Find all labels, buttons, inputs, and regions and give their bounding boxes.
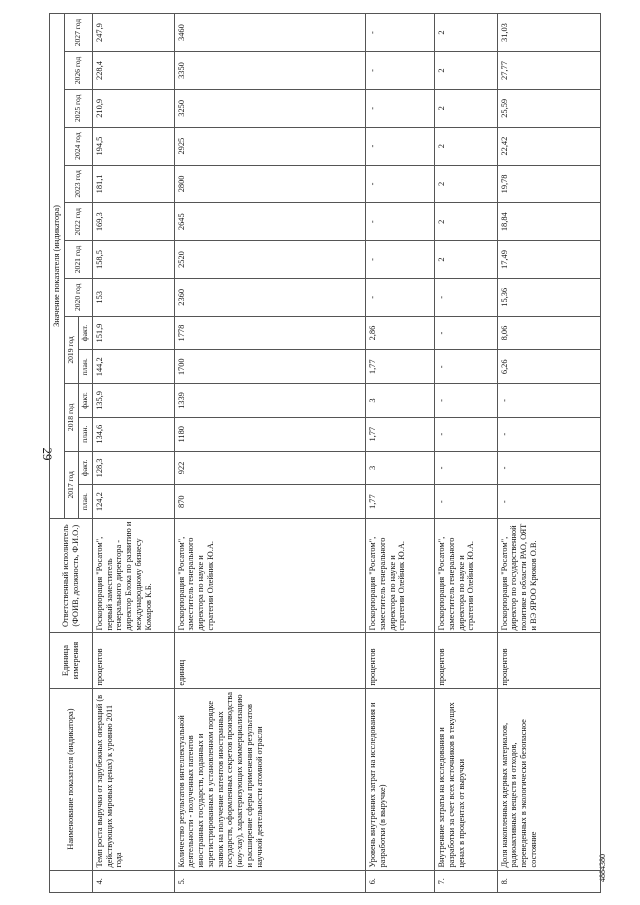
value-cell: - [435,451,497,485]
executor-cell: Госкорпорация "Росатом", первый заместитель генерального директора - директор Блока по развитию и международному бизнесу Комаров К.Б. [92,519,174,633]
header-fact-2019: факт. [78,316,92,350]
value-cell: 1,77 [366,417,435,451]
value-cell: 27,77 [497,52,600,90]
value-cell: - [435,350,497,384]
table-row [92,14,174,893]
value-cell: - [435,384,497,418]
header-indicator-name: Наименование показателя (индикатора) [50,688,93,870]
value-cell: 8,06 [497,316,600,350]
header-plan-2017: план. [78,485,92,519]
value-cell: 2 [435,241,497,279]
value-cell: 2 [435,52,497,90]
value-cell: 169,3 [92,203,174,241]
value-cell: 3250 [174,89,366,127]
header-year-2021: 2021 год [64,241,92,279]
value-cell: 2 [435,165,497,203]
value-cell: 128,3 [92,451,174,485]
unit-cell: единиц [174,633,366,688]
value-cell: - [366,203,435,241]
indicator-name: Количество результатов интеллектуальной деятельности - полученных патентов иностранных государств, поданных и зарегистрированных в установленном порядке заявок на получение патентов иностранных государств, оформленных секретов производства (ноу-хау), характеризующих коммерциализацию и расширение сферы применения результатов научной деятельности атомной отрасли [174,688,366,870]
document-code: 4884380 [598,854,607,882]
header-unit: Единица измерения [50,633,93,688]
value-cell: - [366,278,435,316]
executor-cell: Госкорпорация "Росатом", заместитель генерального директора по науке и стратегии Олейник Ю.А. [366,519,435,633]
value-cell: 2360 [174,278,366,316]
value-cell: - [497,384,600,418]
value-cell: 2645 [174,203,366,241]
header-year-2020: 2020 год [64,278,92,316]
header-year-2018: 2018 год [64,384,78,451]
header-year-2026: 2026 год [64,52,92,90]
unit-cell: процентов [366,633,435,688]
value-cell: 194,5 [92,127,174,165]
header-year-2019: 2019 год [64,316,78,383]
value-cell: 2520 [174,241,366,279]
value-cell: 1,77 [366,350,435,384]
value-cell: 31,03 [497,14,600,52]
row-number: 7. [435,870,497,892]
value-cell: 228,4 [92,52,174,90]
table-header [50,14,93,893]
value-cell: 135,9 [92,384,174,418]
value-cell: 2925 [174,127,366,165]
value-cell: 3 [366,451,435,485]
value-cell: - [497,451,600,485]
value-cell: - [435,417,497,451]
header-fact-2017: факт. [78,451,92,485]
header-fact-2018: факт. [78,384,92,418]
header-values-group: Значение показателя (индикатора) [50,14,65,519]
value-cell: - [435,278,497,316]
value-cell: - [366,52,435,90]
row-number: 6. [366,870,435,892]
indicator-name: Уровень внутренних затрат на исследования и разработки (в выручке) [366,688,435,870]
value-cell: 6,26 [497,350,600,384]
unit-cell: процентов [92,633,174,688]
value-cell: 144,2 [92,350,174,384]
value-cell: 870 [174,485,366,519]
value-cell: 3 [366,384,435,418]
value-cell: 22,42 [497,127,600,165]
value-cell: 18,84 [497,203,600,241]
header-plan-2019: план. [78,350,92,384]
header-year-2017: 2017 год [64,451,78,518]
unit-cell: процентов [497,633,600,688]
value-cell: 247,9 [92,14,174,52]
header-executor: Ответственный исполнитель (ФОИВ, должность, Ф.И.О.) [50,519,93,633]
value-cell: 15,36 [497,278,600,316]
value-cell: 17,49 [497,241,600,279]
value-cell: 922 [174,451,366,485]
table-row [435,14,497,893]
value-cell: - [366,127,435,165]
header-number [50,870,93,892]
indicator-name: Доля накопленных ядерных материалов, радиоактивных веществ и отходов, переведенных в экологически безопасное состояние [497,688,600,870]
value-cell: 134,6 [92,417,174,451]
value-cell: 124,2 [92,485,174,519]
row-number: 4. [92,870,174,892]
row-number: 5. [174,870,366,892]
value-cell: 151,9 [92,316,174,350]
value-cell: - [366,165,435,203]
header-year-2025: 2025 год [64,89,92,127]
value-cell: 2 [435,127,497,165]
table-row [174,14,366,893]
value-cell: - [497,485,600,519]
row-number: 8. [497,870,600,892]
unit-cell: процентов [435,633,497,688]
header-year-2024: 2024 год [64,127,92,165]
value-cell: 2 [435,89,497,127]
executor-cell: Госкорпорация "Росатом", заместитель генерального директора по науке и стратегии Олейник Ю.А. [174,519,366,633]
table-row [497,14,600,893]
value-cell: 19,78 [497,165,600,203]
value-cell: 2,86 [366,316,435,350]
document-area [49,13,601,893]
value-cell: 1180 [174,417,366,451]
value-cell: 1,77 [366,485,435,519]
header-year-2027: 2027 год [64,14,92,52]
value-cell: 1339 [174,384,366,418]
header-plan-2018: план. [78,417,92,451]
indicator-name: Темп роста выручки от зарубежных операций (в действующих мировых ценах) к уровню 2011 года [92,688,174,870]
value-cell: 3350 [174,52,366,90]
indicator-name: Внутренние затраты на исследования и разработки за счет всех источников в текущих ценах в процентах от выручки [435,688,497,870]
value-cell: 2 [435,14,497,52]
value-cell: - [435,316,497,350]
value-cell: 158,5 [92,241,174,279]
value-cell: 1778 [174,316,366,350]
header-year-2022: 2022 год [64,203,92,241]
executor-cell: Госкорпорация "Росатом", директор по государственной политике в области РАО, ОЯТ и ВЭ ЯРОО Крюков О.В. [497,519,600,633]
value-cell: 1700 [174,350,366,384]
value-cell: - [366,89,435,127]
table-body [92,14,600,893]
value-cell: 2800 [174,165,366,203]
value-cell: 3460 [174,14,366,52]
rotated-table-container [49,13,601,893]
value-cell: 25,59 [497,89,600,127]
header-year-2023: 2023 год [64,165,92,203]
value-cell: - [366,241,435,279]
value-cell: 181,1 [92,165,174,203]
value-cell: - [366,14,435,52]
value-cell: 2 [435,203,497,241]
page-number-text: 29 [40,447,55,461]
value-cell: 153 [92,278,174,316]
table-row [366,14,435,893]
executor-cell: Госкорпорация "Росатом", заместитель генерального директора по науке и стратегии Олейник Ю.А. [435,519,497,633]
value-cell: - [497,417,600,451]
value-cell: - [435,485,497,519]
value-cell: 210,9 [92,89,174,127]
indicator-table [49,13,601,893]
